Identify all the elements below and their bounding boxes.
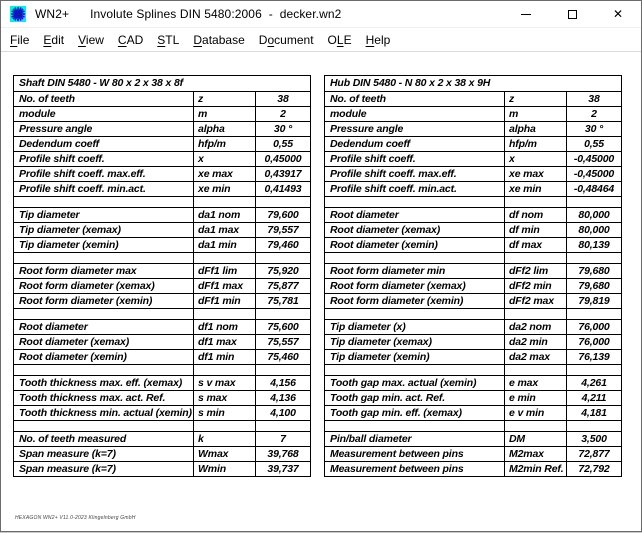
spacer-cell	[194, 309, 256, 320]
row-value: 0,55	[567, 137, 622, 152]
row-symbol: dFf1 lim	[194, 264, 256, 279]
row-symbol: alpha	[505, 122, 567, 137]
table-row	[325, 208, 622, 223]
table-row	[325, 122, 622, 137]
row-value: 30 °	[256, 122, 311, 137]
spacer-row	[14, 197, 311, 208]
row-value: 4,181	[567, 406, 622, 421]
row-value: 30 °	[567, 122, 622, 137]
spacer-cell	[505, 197, 567, 208]
row-value: 4,261	[567, 376, 622, 391]
row-label: Profile shift coeff. max.eff.	[14, 167, 194, 182]
table-row	[14, 182, 311, 197]
spacer-cell	[14, 253, 194, 264]
table-row	[325, 238, 622, 253]
table-row	[14, 320, 311, 335]
row-symbol: M2max	[505, 447, 567, 462]
spacer-cell	[325, 253, 505, 264]
row-label: No. of teeth measured	[14, 432, 194, 447]
row-value: 2	[256, 107, 311, 122]
spacer-row	[325, 197, 622, 208]
row-value: 75,920	[256, 264, 311, 279]
table-row	[14, 335, 311, 350]
table-row	[14, 432, 311, 447]
maximize-icon	[568, 10, 577, 19]
table-row	[325, 391, 622, 406]
row-label: Tip diameter (xemin)	[14, 238, 194, 253]
row-symbol: e min	[505, 391, 567, 406]
menu-bar	[1, 29, 641, 52]
title-bar	[1, 1, 641, 28]
spacer-cell	[567, 421, 622, 432]
table-row	[14, 208, 311, 223]
table-row	[14, 350, 311, 365]
table-title: Shaft DIN 5480 - W 80 x 2 x 38 x 8f	[14, 76, 311, 92]
footer-version-note: HEXAGON WN2+ V11.0-2023 Klingelnberg GmbH	[15, 515, 136, 521]
spacer-cell	[194, 197, 256, 208]
row-value: 75,600	[256, 320, 311, 335]
row-symbol: dFf2 min	[505, 279, 567, 294]
table-row	[325, 279, 622, 294]
row-symbol: xe min	[194, 182, 256, 197]
spacer-cell	[194, 253, 256, 264]
row-symbol: df1 max	[194, 335, 256, 350]
row-label: Dedendum coeff	[325, 137, 505, 152]
spacer-cell	[256, 421, 311, 432]
table-row	[14, 238, 311, 253]
row-symbol: df1 min	[194, 350, 256, 365]
row-symbol: m	[194, 107, 256, 122]
row-label: Root diameter (xemin)	[14, 350, 194, 365]
row-value: 79,819	[567, 294, 622, 309]
table-row	[14, 92, 311, 107]
row-label: Tooth gap max. actual (xemin)	[325, 376, 505, 391]
row-symbol: m	[505, 107, 567, 122]
table-row	[325, 376, 622, 391]
row-symbol: dFf2 max	[505, 294, 567, 309]
menu-item-edit[interactable]: Edit	[43, 33, 65, 47]
menu-item-database[interactable]: Database	[193, 33, 245, 47]
close-icon: ✕	[612, 7, 624, 21]
close-button[interactable]	[595, 1, 641, 27]
menu-item-view[interactable]: View	[78, 33, 104, 47]
row-label: Profile shift coeff.	[14, 152, 194, 167]
row-symbol: da1 max	[194, 223, 256, 238]
table-title-row	[325, 76, 622, 92]
table-row	[325, 107, 622, 122]
row-symbol: xe min	[505, 182, 567, 197]
row-label: Tip diameter (xemin)	[325, 350, 505, 365]
spacer-cell	[505, 365, 567, 376]
row-value: 0,41493	[256, 182, 311, 197]
row-symbol: df min	[505, 223, 567, 238]
row-value: 7	[256, 432, 311, 447]
row-label: Tooth thickness max. eff. (xemax)	[14, 376, 194, 391]
row-label: Root form diameter (xemin)	[325, 294, 505, 309]
spacer-cell	[256, 365, 311, 376]
row-value: 79,557	[256, 223, 311, 238]
row-label: module	[325, 107, 505, 122]
row-label: Tooth thickness max. act. Ref.	[14, 391, 194, 406]
row-label: Tooth gap min. act. Ref.	[325, 391, 505, 406]
table-row	[14, 376, 311, 391]
row-label: Span measure (k=7)	[14, 447, 194, 462]
spacer-cell	[256, 253, 311, 264]
row-label: Measurement between pins	[325, 462, 505, 477]
row-value: 2	[567, 107, 622, 122]
spacer-cell	[325, 309, 505, 320]
row-symbol: k	[194, 432, 256, 447]
spacer-row	[325, 253, 622, 264]
row-symbol: da2 nom	[505, 320, 567, 335]
row-label: Tooth thickness min. actual (xemin)	[14, 406, 194, 421]
spacer-row	[14, 365, 311, 376]
row-symbol: s min	[194, 406, 256, 421]
window-controls	[503, 1, 641, 27]
spacer-cell	[505, 309, 567, 320]
row-value: 76,000	[567, 335, 622, 350]
table-row	[14, 152, 311, 167]
app-window	[1, 1, 641, 531]
menu-item-cad[interactable]: CAD	[117, 33, 144, 47]
spacer-cell	[194, 421, 256, 432]
row-symbol: s v max	[194, 376, 256, 391]
spacer-row	[14, 309, 311, 320]
row-label: No. of teeth	[325, 92, 505, 107]
table-row	[325, 294, 622, 309]
maximize-button[interactable]	[549, 1, 595, 27]
row-symbol: x	[505, 152, 567, 167]
menu-item-stl[interactable]: STL	[157, 33, 180, 47]
spacer-cell	[14, 197, 194, 208]
row-value: 0,55	[256, 137, 311, 152]
row-label: Tip diameter	[14, 208, 194, 223]
spacer-cell	[14, 421, 194, 432]
row-label: Root diameter	[14, 320, 194, 335]
table-row	[325, 264, 622, 279]
row-value: 75,557	[256, 335, 311, 350]
row-value: 80,000	[567, 208, 622, 223]
row-value: 0,45000	[256, 152, 311, 167]
row-value: 39,737	[256, 462, 311, 477]
row-label: Profile shift coeff. max.eff.	[325, 167, 505, 182]
row-symbol: e max	[505, 376, 567, 391]
row-label: Span measure (k=7)	[14, 462, 194, 477]
hub-table	[324, 75, 622, 477]
row-label: Tip diameter (xemax)	[325, 335, 505, 350]
row-value: -0,45000	[567, 167, 622, 182]
table-row	[14, 122, 311, 137]
table-row	[14, 167, 311, 182]
row-label: Root form diameter min	[325, 264, 505, 279]
row-symbol: df nom	[505, 208, 567, 223]
spacer-cell	[567, 253, 622, 264]
row-symbol: dFf1 max	[194, 279, 256, 294]
row-value: 79,600	[256, 208, 311, 223]
table-row	[14, 137, 311, 152]
row-value: 4,156	[256, 376, 311, 391]
row-value: 38	[567, 92, 622, 107]
spacer-cell	[325, 421, 505, 432]
app-starburst-icon	[10, 6, 26, 22]
row-symbol: df1 nom	[194, 320, 256, 335]
row-label: Root form diameter (xemax)	[14, 279, 194, 294]
row-value: 4,100	[256, 406, 311, 421]
row-value: 4,136	[256, 391, 311, 406]
spacer-cell	[194, 365, 256, 376]
row-symbol: xe max	[505, 167, 567, 182]
table-row	[325, 462, 622, 477]
spacer-cell	[14, 309, 194, 320]
row-symbol: Wmin	[194, 462, 256, 477]
spacer-cell	[256, 309, 311, 320]
table-row	[14, 223, 311, 238]
minimize-button[interactable]	[503, 1, 549, 27]
row-symbol: hfp/m	[505, 137, 567, 152]
table-row	[325, 320, 622, 335]
spacer-cell	[325, 197, 505, 208]
table-row	[325, 167, 622, 182]
spacer-row	[14, 253, 311, 264]
row-label: Root diameter (xemax)	[14, 335, 194, 350]
row-symbol: alpha	[194, 122, 256, 137]
row-value: 39,768	[256, 447, 311, 462]
row-symbol: dFf2 lim	[505, 264, 567, 279]
row-symbol: df max	[505, 238, 567, 253]
shaft-table	[13, 75, 311, 477]
row-value: 75,877	[256, 279, 311, 294]
row-symbol: x	[194, 152, 256, 167]
row-label: Tooth gap min. eff. (xemax)	[325, 406, 505, 421]
row-label: module	[14, 107, 194, 122]
spacer-row	[14, 421, 311, 432]
table-row	[14, 107, 311, 122]
table-row	[14, 406, 311, 421]
table-row	[14, 462, 311, 477]
table-row	[325, 335, 622, 350]
row-label: Pressure angle	[325, 122, 505, 137]
row-label: No. of teeth	[14, 92, 194, 107]
row-label: Tip diameter (xemax)	[14, 223, 194, 238]
row-value: 76,000	[567, 320, 622, 335]
table-row	[325, 406, 622, 421]
table-row	[325, 432, 622, 447]
row-value: 79,460	[256, 238, 311, 253]
row-label: Root diameter (xemin)	[325, 238, 505, 253]
row-label: Root form diameter (xemin)	[14, 294, 194, 309]
spacer-row	[325, 309, 622, 320]
row-label: Root form diameter max	[14, 264, 194, 279]
table-row	[325, 447, 622, 462]
table-row	[325, 137, 622, 152]
row-label: Profile shift coeff. min.act.	[14, 182, 194, 197]
row-symbol: M2min Ref.	[505, 462, 567, 477]
menu-item-file[interactable]: File	[10, 33, 30, 47]
row-value: 76,139	[567, 350, 622, 365]
menu-item-help[interactable]: Help	[365, 33, 391, 47]
spacer-cell	[256, 197, 311, 208]
row-value: 80,000	[567, 223, 622, 238]
table-row	[14, 279, 311, 294]
spacer-row	[325, 365, 622, 376]
row-symbol: e v min	[505, 406, 567, 421]
row-value: -0,48464	[567, 182, 622, 197]
spacer-cell	[505, 421, 567, 432]
spacer-row	[325, 421, 622, 432]
row-value: 72,877	[567, 447, 622, 462]
row-symbol: dFf1 min	[194, 294, 256, 309]
row-value: 75,460	[256, 350, 311, 365]
table-row	[325, 152, 622, 167]
row-value: 79,680	[567, 264, 622, 279]
table-title: Hub DIN 5480 - N 80 x 2 x 38 x 9H	[325, 76, 622, 92]
row-value: 80,139	[567, 238, 622, 253]
spacer-cell	[567, 197, 622, 208]
menu-item-document[interactable]: Document	[258, 33, 314, 47]
row-label: Measurement between pins	[325, 447, 505, 462]
row-symbol: da1 nom	[194, 208, 256, 223]
row-symbol: da1 min	[194, 238, 256, 253]
table-row	[325, 182, 622, 197]
row-value: 75,781	[256, 294, 311, 309]
spacer-cell	[567, 309, 622, 320]
row-symbol: Wmax	[194, 447, 256, 462]
row-label: Dedendum coeff	[14, 137, 194, 152]
row-symbol: z	[194, 92, 256, 107]
row-value: 72,792	[567, 462, 622, 477]
row-symbol: da2 min	[505, 335, 567, 350]
row-label: Profile shift coeff. min.act.	[325, 182, 505, 197]
spacer-cell	[14, 365, 194, 376]
table-row	[14, 294, 311, 309]
row-label: Root diameter (xemax)	[325, 223, 505, 238]
row-value: 0,43917	[256, 167, 311, 182]
table-row	[325, 92, 622, 107]
row-value: 4,211	[567, 391, 622, 406]
row-value: 3,500	[567, 432, 622, 447]
row-label: Tip diameter (x)	[325, 320, 505, 335]
row-value: 79,680	[567, 279, 622, 294]
table-row	[325, 350, 622, 365]
row-symbol: hfp/m	[194, 137, 256, 152]
menu-item-ole[interactable]: OLE	[327, 33, 352, 47]
table-row	[14, 447, 311, 462]
spacer-cell	[505, 253, 567, 264]
table-row	[14, 264, 311, 279]
table-row	[325, 223, 622, 238]
row-value: 38	[256, 92, 311, 107]
window-title: Involute Splines DIN 5480:2006 - decker.wn2	[90, 7, 342, 21]
row-label: Pin/ball diameter	[325, 432, 505, 447]
row-label: Profile shift coeff.	[325, 152, 505, 167]
spacer-cell	[325, 365, 505, 376]
table-title-row	[14, 76, 311, 92]
row-symbol: s max	[194, 391, 256, 406]
row-symbol: z	[505, 92, 567, 107]
row-label: Pressure angle	[14, 122, 194, 137]
row-symbol: DM	[505, 432, 567, 447]
row-label: Root form diameter (xemax)	[325, 279, 505, 294]
table-row	[14, 391, 311, 406]
spacer-cell	[567, 365, 622, 376]
row-symbol: xe max	[194, 167, 256, 182]
minimize-icon	[521, 14, 531, 15]
app-name: WN2+	[35, 7, 70, 21]
row-value: -0,45000	[567, 152, 622, 167]
row-symbol: da2 max	[505, 350, 567, 365]
row-label: Root diameter	[325, 208, 505, 223]
